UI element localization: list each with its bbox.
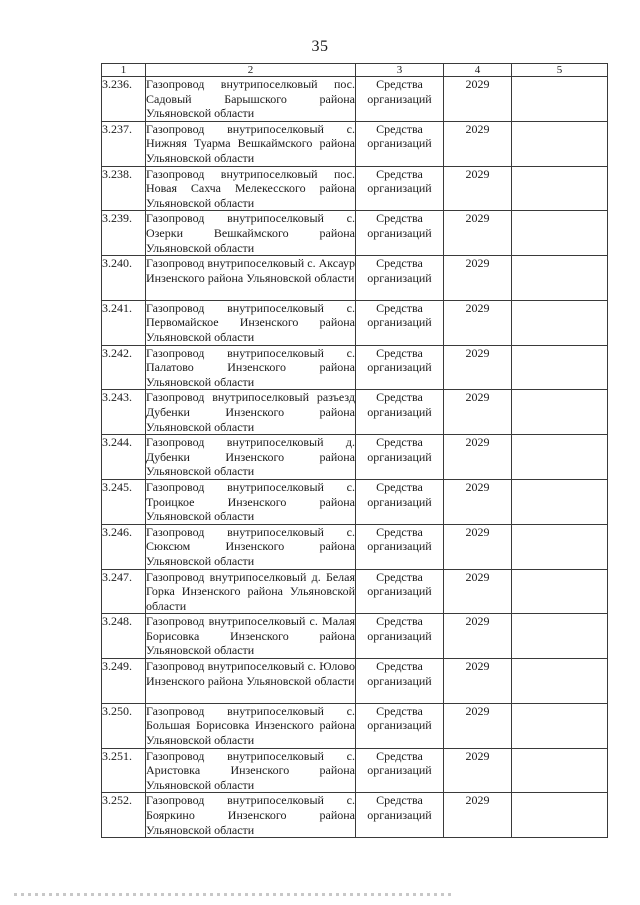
note-cell bbox=[512, 524, 608, 569]
funding-source: Средства организаций bbox=[356, 793, 444, 838]
item-description: Газопровод внутрипоселковый д. Дубенки Инзенского района Ульяновской области bbox=[146, 435, 355, 479]
funding-source: Средства организаций bbox=[356, 614, 444, 659]
item-description: Газопровод внутрипоселковый с. Юлово Инзенского района Ульяновской области bbox=[146, 659, 356, 704]
note-cell bbox=[512, 166, 608, 211]
column-header: 1 bbox=[102, 64, 146, 77]
item-description: Газопровод внутрипоселковый с. Малая Борисовка Инзенского района Ульяновской области bbox=[146, 614, 355, 658]
funding-source: Средства организаций bbox=[356, 659, 444, 704]
funding-source: Средства организаций bbox=[356, 390, 444, 435]
item-description: Газопровод внутрипоселковый с. Сюксюм Инзенского района Ульяновской области bbox=[146, 524, 355, 568]
item-number: 3.250. bbox=[102, 703, 146, 748]
item-description: Газопровод внутрипоселковый с. Озерки Вешкаймского района Ульяновской области bbox=[146, 211, 355, 255]
funding-source: Средства организаций bbox=[356, 479, 444, 524]
item-number: 3.246. bbox=[102, 524, 146, 569]
item-description: Газопровод внутрипоселковый д. Белая Горка Инзенского района Ульяновской области bbox=[146, 569, 355, 613]
funding-source: Средства организаций bbox=[356, 77, 444, 122]
year: 2029 bbox=[444, 703, 512, 748]
item-description: Газопровод внутрипоселковый с. Бояркино Инзенского района Ульяновской области bbox=[146, 793, 355, 837]
year: 2029 bbox=[444, 748, 512, 793]
item-number: 3.238. bbox=[102, 166, 146, 211]
table-row bbox=[102, 77, 608, 122]
funding-source: Средства организаций bbox=[356, 300, 444, 345]
item-description: Газопровод внутрипоселковый с. Большая Борисовка Инзенского района Ульяновской области bbox=[146, 703, 355, 747]
year: 2029 bbox=[444, 345, 512, 390]
note-cell bbox=[512, 77, 608, 122]
table-row bbox=[102, 748, 608, 793]
note-cell bbox=[512, 121, 608, 166]
item-number: 3.240. bbox=[102, 256, 146, 301]
item-description: Газопровод внутрипоселковый разъезд Дубенки Инзенского района Ульяновской области bbox=[146, 390, 355, 434]
year: 2029 bbox=[444, 524, 512, 569]
item-number: 3.239. bbox=[102, 211, 146, 256]
item-description: Газопровод внутрипоселковый с. Троицкое Инзенского района Ульяновской области bbox=[146, 479, 355, 524]
note-cell bbox=[512, 256, 608, 301]
year: 2029 bbox=[444, 614, 512, 659]
page-number: 35 bbox=[311, 38, 329, 55]
note-cell bbox=[512, 435, 608, 480]
item-number: 3.236. bbox=[102, 77, 146, 122]
table-header-row bbox=[102, 64, 608, 77]
year: 2029 bbox=[444, 166, 512, 211]
item-description: Газопровод внутрипоселковый пос. Садовый Барышского района Ульяновской области bbox=[146, 77, 355, 121]
item-number: 3.244. bbox=[102, 435, 146, 480]
item-description: Газопровод внутрипоселковый с. Нижняя Туарма Вешкаймского района Ульяновской области bbox=[146, 121, 355, 165]
year: 2029 bbox=[444, 569, 512, 614]
year: 2029 bbox=[444, 390, 512, 435]
table-row bbox=[102, 300, 608, 345]
item-number: 3.242. bbox=[102, 345, 146, 390]
column-header: 4 bbox=[444, 64, 512, 77]
table-row bbox=[102, 793, 608, 838]
item-description: Газопровод внутрипоселковый с. Первомайское Инзенского района Ульяновской области bbox=[146, 300, 355, 344]
table-row bbox=[102, 569, 608, 614]
year: 2029 bbox=[444, 256, 512, 301]
item-number: 3.243. bbox=[102, 390, 146, 435]
year: 2029 bbox=[444, 300, 512, 345]
funding-source: Средства организаций bbox=[356, 211, 444, 256]
column-header: 2 bbox=[146, 64, 356, 77]
note-cell bbox=[512, 614, 608, 659]
scan-artifact bbox=[14, 893, 454, 896]
note-cell bbox=[512, 569, 608, 614]
funding-source: Средства организаций bbox=[356, 524, 444, 569]
funding-source: Средства организаций bbox=[356, 345, 444, 390]
table-row bbox=[102, 166, 608, 211]
funding-source: Средства организаций bbox=[356, 435, 444, 480]
column-header: 5 bbox=[512, 64, 608, 77]
note-cell bbox=[512, 479, 608, 524]
item-number: 3.241. bbox=[102, 300, 146, 345]
funding-source: Средства организаций bbox=[356, 166, 444, 211]
year: 2029 bbox=[444, 435, 512, 480]
note-cell bbox=[512, 748, 608, 793]
note-cell bbox=[512, 390, 608, 435]
item-description: Газопровод внутрипоселковый с. Аристовка Инзенского района Ульяновской области bbox=[146, 748, 355, 792]
table-row bbox=[102, 614, 608, 659]
note-cell bbox=[512, 345, 608, 390]
table-row bbox=[102, 345, 608, 390]
item-number: 3.247. bbox=[102, 569, 146, 614]
note-cell bbox=[512, 703, 608, 748]
column-header: 3 bbox=[356, 64, 444, 77]
item-description: Газопровод внутрипоселковый с. Аксаур Инзенского района Ульяновской области bbox=[146, 256, 356, 301]
year: 2029 bbox=[444, 121, 512, 166]
table-row bbox=[102, 435, 608, 480]
note-cell bbox=[512, 793, 608, 838]
year: 2029 bbox=[444, 659, 512, 704]
item-number: 3.251. bbox=[102, 748, 146, 793]
year: 2029 bbox=[444, 479, 512, 524]
year: 2029 bbox=[444, 793, 512, 838]
table-row bbox=[102, 703, 608, 748]
table-row bbox=[102, 121, 608, 166]
table-row bbox=[102, 659, 608, 704]
note-cell bbox=[512, 300, 608, 345]
gas-pipeline-table bbox=[101, 63, 608, 838]
funding-source: Средства организаций bbox=[356, 121, 444, 166]
item-number: 3.252. bbox=[102, 793, 146, 838]
item-number: 3.248. bbox=[102, 614, 146, 659]
note-cell bbox=[512, 659, 608, 704]
funding-source: Средства организаций bbox=[356, 703, 444, 748]
table-row bbox=[102, 211, 608, 256]
table-row bbox=[102, 479, 608, 524]
table-row bbox=[102, 256, 608, 301]
item-number: 3.249. bbox=[102, 659, 146, 704]
funding-source: Средства организаций bbox=[356, 256, 444, 301]
year: 2029 bbox=[444, 77, 512, 122]
funding-source: Средства организаций bbox=[356, 748, 444, 793]
item-description: Газопровод внутрипоселковый с. Палатово Инзенского района Ульяновской области bbox=[146, 345, 355, 389]
item-number: 3.245. bbox=[102, 479, 146, 524]
table-row bbox=[102, 524, 608, 569]
table-row bbox=[102, 390, 608, 435]
note-cell bbox=[512, 211, 608, 256]
item-number: 3.237. bbox=[102, 121, 146, 166]
year: 2029 bbox=[444, 211, 512, 256]
item-description: Газопровод внутрипоселковый пос. Новая Сахча Мелекесского района Ульяновской области bbox=[146, 166, 355, 210]
funding-source: Средства организаций bbox=[356, 569, 444, 614]
